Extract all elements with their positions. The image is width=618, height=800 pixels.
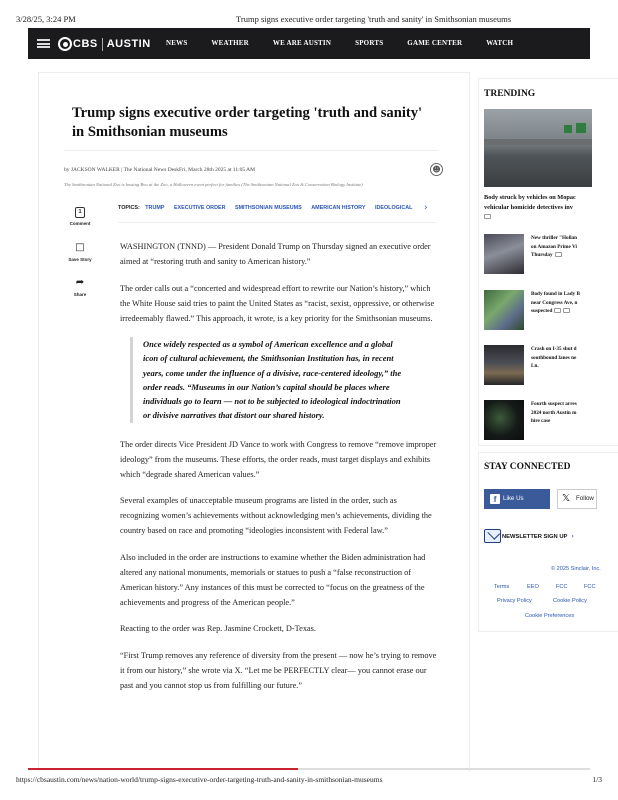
image-caption: The Smithsonian National Zoo is hosting Boo at the Zoo, a Halloween event perfect for families (The Smithsonian National Zoo & Conservation Biology Institute) (64, 182, 363, 187)
trending-headline (531, 400, 592, 426)
nav-item-sports[interactable]: SPORTS (355, 39, 384, 47)
logo-cbs: CBS (73, 38, 98, 50)
topics-bar (118, 205, 438, 217)
print-doc-title: Trump signs executive order targeting 'truth and sanity' in Smithsonian museums (236, 14, 512, 24)
hamburger-menu-icon[interactable] (37, 39, 50, 48)
article-byline: by JACKSON WALKER | The National News DeskFri, March 28th 2025 at 11:05 AM (64, 167, 256, 173)
print-page-number: 1/3 (592, 775, 602, 784)
envelope-icon (484, 529, 501, 543)
save-story-label: Save Story (68, 257, 92, 262)
trending-thumb (484, 345, 524, 385)
x-logo-icon: 𝕏 (562, 493, 571, 504)
share-icon: ➦ (75, 277, 85, 288)
article-headline: Trump signs executive order targeting 'truth and sanity' in Smithsonian museums (72, 105, 423, 140)
x-label: Follow (576, 495, 594, 502)
facebook-label: Like Us (503, 495, 524, 502)
topic-smithsonian-museums[interactable]: SMITHSONIAN MUSEUMS (234, 205, 302, 211)
trending-line: southbound lanes ne (531, 354, 577, 361)
nav-item-news[interactable]: NEWS (166, 39, 188, 47)
footer-link-privacy[interactable]: Privacy Policy (497, 598, 532, 604)
trending-line: New thriller "Hollan (531, 235, 578, 241)
newsletter-signup-link[interactable] (484, 527, 574, 547)
newsletter-label: NEWSLETTER SIGN UP (502, 534, 568, 540)
trending-line: Thursday (531, 252, 553, 258)
trending-line: on Amazon Prime Vi (531, 243, 577, 250)
footer-link-eeo[interactable]: EEO (527, 584, 539, 590)
paragraph: Reacting to the order was Rep. Jasmine Crockett, D-Texas. (120, 624, 316, 634)
trending-headline (531, 345, 592, 371)
accessibility-icon[interactable]: ☻ (430, 163, 443, 176)
print-url: https://cbsaustin.com/news/nation-world/trump-signs-executive-order-targeting-truth-and-sanity-in-smithsonian-museums (16, 775, 383, 784)
topics-label: TOPICS: (118, 205, 140, 211)
x-follow-button[interactable] (557, 489, 597, 509)
paragraph: WASHINGTON (TNND) — President Donald Trump on Thursday signed an executive order aimed at “restoring truth and sanity to American history.” (120, 242, 431, 266)
topic-american-history[interactable]: AMERICAN HISTORY (311, 205, 366, 211)
print-date: 3/28/25, 3:24 PM (16, 14, 76, 24)
share-button[interactable] (64, 277, 96, 297)
chevron-right-icon: › (571, 534, 574, 540)
nav-menu (166, 39, 537, 47)
nav-item-watch[interactable]: WATCH (486, 39, 514, 47)
hero-caption-line: vehicular homicide detectives inv (484, 203, 573, 211)
comment-button[interactable] (64, 207, 96, 226)
video-icon (484, 214, 491, 219)
trending-thumb (484, 400, 524, 440)
headline-divider (64, 150, 438, 151)
chevron-right-icon[interactable]: › (424, 203, 428, 213)
nav-item-we-are-austin[interactable]: WE ARE AUSTIN (272, 39, 332, 47)
comment-icon (75, 207, 85, 218)
video-icon (554, 308, 561, 313)
reading-progress-fill (28, 768, 298, 770)
trending-hero-caption[interactable] (484, 193, 592, 222)
topics-divider (118, 222, 436, 223)
trending-line: Crash on I-35 shut d (531, 346, 577, 352)
trending-hero-image[interactable] (484, 109, 592, 187)
paragraph: Several examples of unacceptable museum programs are listed in the order, such as recognizing women’s achievements without acknowledging men’s achievements, dividing the country based on race and promoting “ideologies inconsistent with Federal law.” (120, 496, 432, 536)
reading-progress-bar (28, 768, 590, 770)
footer-link-cookie-policy[interactable]: Cookie Policy (553, 598, 587, 604)
share-label: Share (73, 292, 87, 297)
trending-line: 2024 north Austin m (531, 409, 577, 416)
paragraph: Also included in the order are instructions to examine whether the Biden administration had altered any national monuments, memorials or statues to push a “false reconstruction of American history.” Any instances of this must be corrected to “focus on the greatness of the achievements and progress of the American people.” (120, 552, 426, 607)
trending-headline (531, 234, 592, 260)
topic-trump[interactable]: TRUMP (145, 205, 165, 211)
paragraph: The order calls out a “concerted and widespread effort to rewrite our Nation’s history,” which the White House said tries to paint the United States as “racist, sexist, oppressive, or otherwise irredeemably flawed.” This approach, it wrote, is a key priority for the Smithsonian museums. (120, 283, 435, 323)
video-icon (555, 252, 562, 257)
facebook-like-button[interactable] (484, 489, 550, 509)
footer-link-fcc[interactable]: FCC (556, 584, 568, 590)
pull-quote: Once widely respected as a symbol of American excellence and a global icon of cultural achievement, the Smithsonian Institution has, in recent years, come under the influence of a divisive, race-centered ideology,” the order reads. “Museums in our Nation’s capital should be places where individuals go to learn — not to be subjected to ideological indoctrination or divisive narratives that distort our shared history. (130, 337, 405, 423)
trending-line: hire case (531, 418, 551, 424)
trending-thumb (484, 290, 524, 330)
trending-line: Fourth suspect arres (531, 401, 577, 407)
nav-item-game-center[interactable]: GAME CENTER (407, 39, 463, 47)
trending-title: TRENDING (484, 89, 536, 99)
logo-city: AUSTIN (106, 38, 151, 50)
hero-caption-line: Body struck by vehicles on Mopac (484, 194, 576, 201)
footer-link-cookie-preferences[interactable]: Cookie Preferences (525, 613, 575, 619)
video-icon (563, 308, 570, 313)
paragraph: “First Trump removes any reference of diversity from the present — now he’s trying to remove it from our history,” she wrote via X. “Let me be PERFECTLY clear— you cannot erase our past and you cannot stop us from fulfilling our future.” (120, 650, 437, 690)
bookmark-icon: □ (75, 242, 85, 253)
site-logo[interactable] (58, 36, 151, 52)
save-story-button[interactable] (64, 242, 96, 262)
cbs-eye-icon (58, 37, 72, 51)
paragraph: The order directs Vice President JD Vance to work with Congress to remove “remove improper ideology” from the museums. These efforts, the order reads, must target displays and exhibits which “degrade shared American values.” (120, 439, 437, 479)
topic-ideological[interactable]: IDEOLOGICAL (374, 205, 413, 211)
trending-line: near Congress Ave, n (531, 299, 578, 306)
facebook-icon: f (490, 494, 500, 504)
trending-headline (531, 290, 592, 316)
trending-line: suspected (531, 308, 553, 314)
stay-connected-title: STAY CONNECTED (484, 462, 571, 472)
trending-line: Body found in Lady B (531, 291, 581, 297)
comment-label: Comment (69, 221, 91, 226)
footer-link-terms[interactable]: Terms (494, 584, 510, 590)
comment-count: 1 (78, 209, 82, 215)
topic-executive-order[interactable]: EXECUTIVE ORDER (173, 205, 226, 211)
print-header (16, 14, 602, 26)
footer-link-fcc-2[interactable]: FCC (584, 584, 596, 590)
nav-item-weather[interactable]: WEATHER (211, 39, 249, 47)
trending-line: Ln. (531, 363, 539, 369)
copyright: © 2025 Sinclair, Inc. (551, 566, 601, 572)
trending-thumb (484, 234, 524, 274)
site-navbar (28, 28, 590, 59)
article-body (120, 239, 438, 704)
